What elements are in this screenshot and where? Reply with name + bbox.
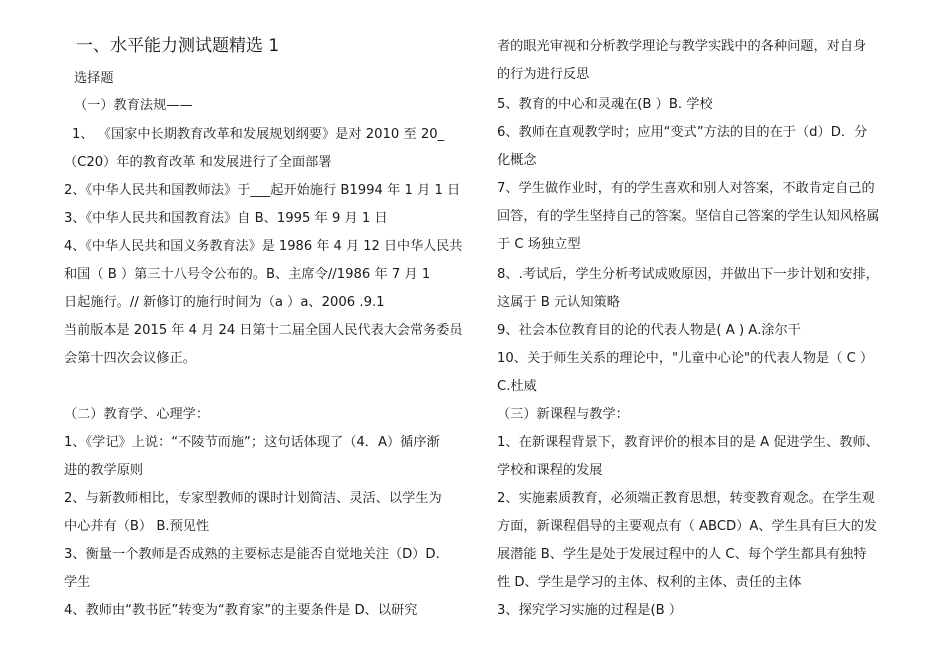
text-line: 日起施行。// 新修订的施行时间为（a ）a、2006 .9.1 (64, 295, 385, 310)
text-line: 3、衡量一个教师是否成熟的主要标志是能否自觉地关注（D）D. (64, 547, 440, 562)
text-line: 7、学生做作业时，有的学生喜欢和别人对答案，不敢肯定自己的 (497, 181, 875, 196)
text-line: 和国（ B ）第三十八号令公布的。B、主席令//1986 年 7 月 1 (64, 267, 431, 282)
text-line: 者的眼光审视和分析教学理论与教学实践中的各种问题，对自身 (497, 39, 867, 54)
subsection-heading: （三）新课程与教学： (497, 407, 629, 422)
text-line: （一）教育法规—— (74, 98, 193, 113)
text-line: 中心并有（B） B.预见性 (64, 519, 210, 534)
text-line: 当前版本是 2015 年 4 月 24 日第十二届全国人民代表大会常务委员 (64, 323, 463, 338)
section-title: 一、水平能力测试题精选 1 (76, 36, 280, 56)
text-line: 会第十四次会议修正。 (64, 351, 196, 366)
text-line: 于 C 场独立型 (497, 237, 581, 252)
text-line: 5、教育的中心和灵魂在(B ）B. 学校 (497, 97, 713, 112)
text-line: 6、教师在直观教学时；应用“变式”方法的目的在于（d）D．分 (497, 125, 868, 140)
text-line: 2、《中华人民共和国教师法》于___起开始施行 B1994 年 1 月 1 日 (64, 183, 461, 198)
text-line: 4、《中华人民共和国义务教育法》是 1986 年 4 月 12 日中华人民共 (64, 239, 463, 254)
text-line: 1、《学记》上说：“不陵节而施”；这句话体现了（4．A）循序渐 (64, 435, 440, 450)
text-line: 1、在新课程背景下，教育评价的根本目的是 A 促进学生、教师、 (497, 435, 879, 450)
text-line: 2、与新教师相比，专家型教师的课时计划简洁、灵活、以学生为 (64, 491, 442, 506)
text-line: 这属于 B 元认知策略 (497, 295, 620, 310)
text-line: 10、关于师生关系的理论中，"儿童中心论"的代表人物是（ C ） (497, 351, 874, 366)
text-line: 1、 《国家中长期教育改革和发展规划纲要》是对 2010 至 20_ (72, 127, 445, 142)
text-line: 学校和课程的发展 (497, 463, 603, 478)
text-line: 学生 (64, 575, 91, 590)
text-line: 4、教师由“教书匠”转变为“教育家”的主要条件是 D、以研究 (64, 603, 418, 618)
text-line: 2、实施素质教育，必须端正教育思想，转变教育观念。在学生观 (497, 491, 875, 506)
text-line: 方面，新课程倡导的主要观点有（ ABCD）A、学生具有巨大的发 (497, 519, 878, 534)
text-line: 的行为进行反思 (497, 67, 590, 82)
text-line: 3、探究学习实施的过程是(B ） (497, 603, 683, 618)
text-line: 9、社会本位教育目的论的代表人物是( A ) A.涂尔干 (497, 323, 801, 338)
text-line: 回答，有的学生坚持自己的答案。坚信自己答案的学生认知风格属 (497, 209, 880, 224)
text-line: 展潜能 B、学生是处于发展过程中的人 C、每个学生都具有独特 (497, 547, 867, 562)
text-line: 进的教学原则 (64, 463, 144, 478)
text-line: 8、.考试后，学生分析考试成败原因，并做出下一步计划和安排， (497, 267, 879, 282)
text-line: 性 D、学生是学习的主体、权利的主体、责任的主体 (497, 575, 802, 590)
subsection-heading: （二）教育学、心理学： (64, 407, 210, 422)
text-line: 3、《中华人民共和国教育法》自 B、1995 年 9 月 1 日 (64, 211, 388, 226)
text-line: （C20）年的教育改革 和发展进行了全面部署 (64, 155, 332, 170)
text-line: 化概念 (497, 153, 537, 168)
text-line: 选择题 (74, 71, 114, 86)
text-line: C.杜威 (497, 379, 537, 394)
